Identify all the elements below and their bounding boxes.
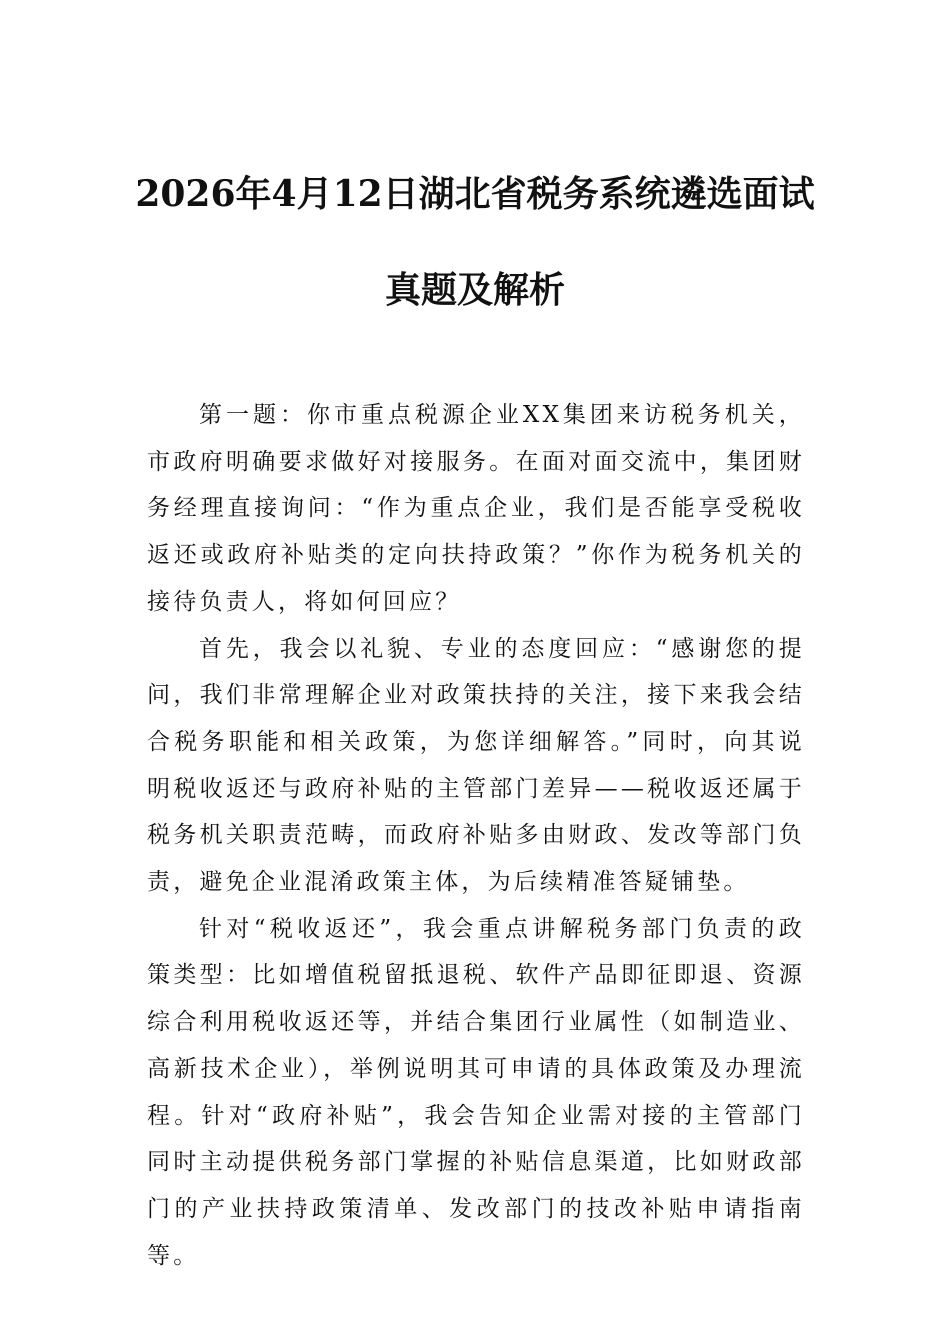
document-body (147, 392, 805, 1279)
paragraph-answer-opening: 首先，我会以礼貌、专业的态度回应：“感谢您的提问，我们非常理解企业对政策扶持的关注，接下来我会结合税务职能和相关政策，为您详细解答。”同时，向其说明税收返还与政府补贴的主管部门差异——税收返还属于税务机关职责范畴，而政府补贴多由财政、发改等部门负责，避免企业混淆政策主体，为后续精准答疑铺垫。 (147, 635, 805, 896)
paragraph-answer-policy: 针对“税收返还”，我会重点讲解税务部门负责的政策类型：比如增值税留抵退税、软件产品即征即退、资源综合利用税收返还等，并结合集团行业属性（如制造业、高新技术企业），举例说明其可申请的具体政策及办理流程。针对“政府补贴”，我会告知企业需对接的主管部门同时主动提供税务部门掌握的补贴信息渠道，比如财政部门的产业扶持政策清单、发改部门的技改补贴申请指南等。 (147, 915, 805, 1269)
paragraph-question-1: 第一题：你市重点税源企业XX集团来访税务机关，市政府明确要求做好对接服务。在面对面交流中，集团财务经理直接询问：“作为重点企业，我们是否能享受税收返还或政府补贴类的定向扶持政策？”你作为税务机关的接待负责人，将如何回应？ (147, 402, 805, 615)
document-title-line-2: 真题及解析 (384, 269, 565, 311)
document-title-line-1: 2026年4月12日湖北省税务系统遴选面试 (135, 173, 815, 215)
